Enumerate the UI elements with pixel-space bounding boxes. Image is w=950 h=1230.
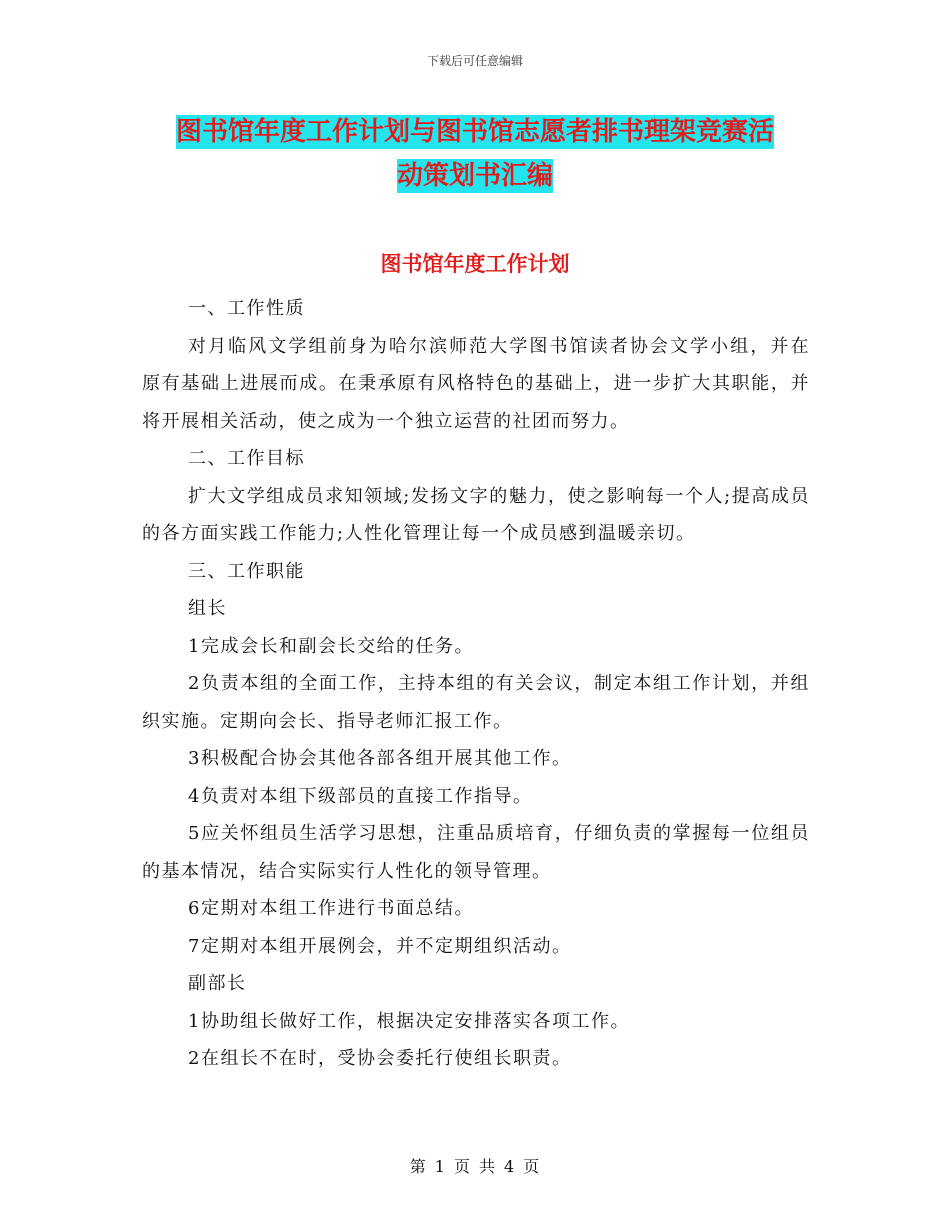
paragraph: 对月临风文学组前身为哈尔滨师范大学图书馆读者协会文学小组，并在原有基础上进展而成。在秉承原有风格特色的基础上，进一步扩大其职能，并将开展相关活动，使之成为一个独立运营的社团而努力。 xyxy=(142,335,810,432)
document-title-line-1: 图书馆年度工作计划与图书馆志愿者排书理架竞赛活 xyxy=(175,117,774,147)
document-title xyxy=(140,110,810,198)
page-total: 4 xyxy=(504,1157,516,1176)
paragraph: 一、工作性质 xyxy=(188,298,305,319)
document-title-line-2: 动策划书汇编 xyxy=(396,161,553,191)
page-unit: 页 xyxy=(453,1157,471,1176)
paragraph: 6定期对本组工作进行书面总结。 xyxy=(188,898,474,919)
paragraph: 二、工作目标 xyxy=(188,448,305,469)
paragraph: 三、工作职能 xyxy=(188,560,305,582)
page-footer xyxy=(0,1154,950,1177)
paragraph: 1完成会长和副会长交给的任务。 xyxy=(188,635,474,657)
paragraph: 副部长 xyxy=(188,973,247,994)
paragraph: 5应关怀组员生活学习思想，注重品质培育，仔细负责的掌握每一位组员的基本情况，结合实际实行人性化的领导管理。 xyxy=(142,823,810,882)
paragraph: 扩大文学组成员求知领域;发扬文字的魅力，使之影响每一个人;提高成员的各方面实践工作能力;人性化管理让每一个成员感到温暖亲切。 xyxy=(142,485,810,544)
paragraph: 组长 xyxy=(188,598,227,619)
paragraph: 4负责对本组下级部员的直接工作指导。 xyxy=(188,785,533,807)
paragraph: 1协助组长做好工作，根据决定安排落实各项工作。 xyxy=(188,1010,630,1032)
page-label: 第 xyxy=(409,1157,427,1176)
paragraph: 2在组长不在时，受协会委托行使组长职责。 xyxy=(188,1048,572,1069)
total-unit: 页 xyxy=(523,1157,541,1176)
paragraph: 3积极配合协会其他各部各组开展其他工作。 xyxy=(188,748,572,769)
paragraph: 2负责本组的全面工作，主持本组的有关会议，制定本组工作计划，并组织实施。定期向会长、指导老师汇报工作。 xyxy=(142,673,810,732)
body-text xyxy=(142,290,810,1078)
total-label: 共 xyxy=(479,1157,497,1176)
paragraph: 7定期对本组开展例会，并不定期组织活动。 xyxy=(188,935,572,957)
section-title: 图书馆年度工作计划 xyxy=(380,252,570,276)
header-note: 下载后可任意编辑 xyxy=(426,54,523,68)
page-current: 1 xyxy=(434,1157,446,1176)
